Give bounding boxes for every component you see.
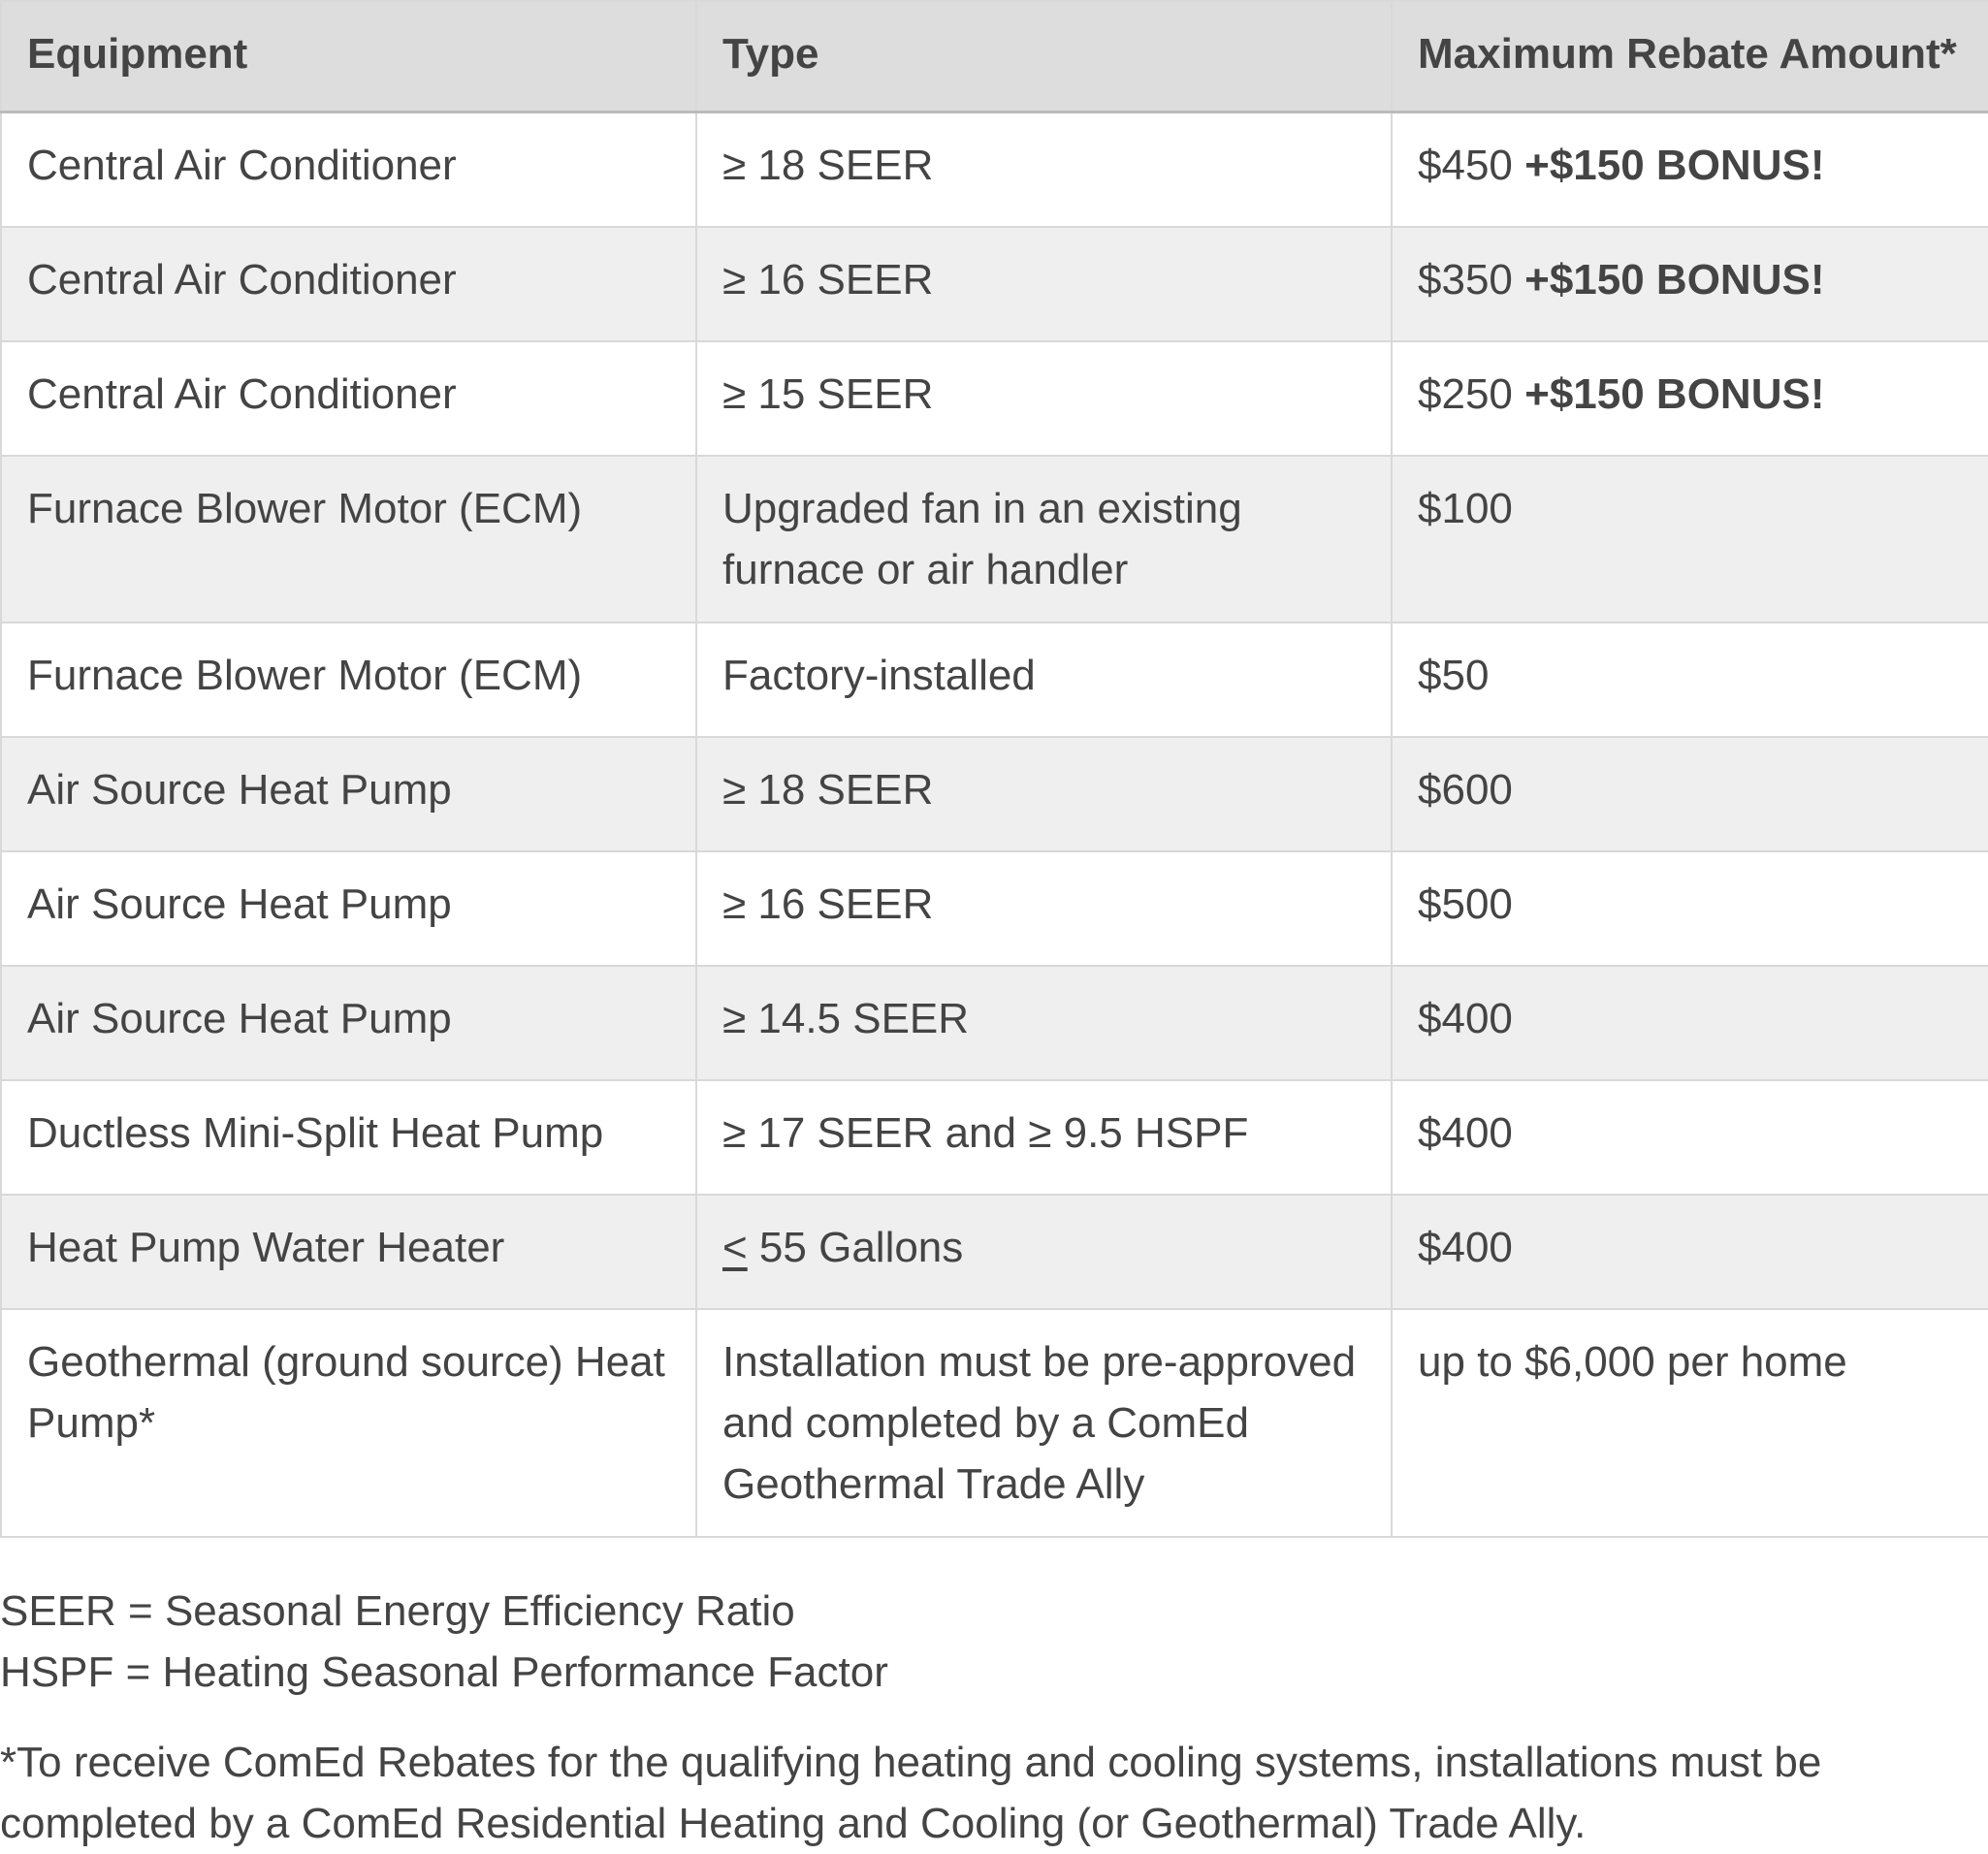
table-row xyxy=(1,227,1988,341)
table-row xyxy=(1,1195,1988,1309)
type-cell: Factory-installed xyxy=(696,623,1392,737)
type-cell: Installation must be pre-approved and completed by a ComEd Geothermal Trade Ally xyxy=(696,1309,1392,1537)
seer-definition: SEER = Seasonal Energy Efficiency Ratio xyxy=(0,1587,795,1635)
equipment-cell: Furnace Blower Motor (ECM) xyxy=(1,456,696,623)
bonus-label: +$150 BONUS! xyxy=(1524,256,1825,304)
rebate-amount: $350 xyxy=(1418,256,1513,304)
hspf-definition: HSPF = Heating Seasonal Performance Factor xyxy=(0,1648,888,1696)
table-row xyxy=(1,737,1988,851)
table-row xyxy=(1,851,1988,966)
equipment-cell: Central Air Conditioner xyxy=(1,227,696,341)
table-row xyxy=(1,623,1988,737)
type-cell: ≥ 16 SEER xyxy=(696,851,1392,966)
rebate-cell xyxy=(1392,1195,1988,1309)
equipment-cell: Ductless Mini-Split Heat Pump xyxy=(1,1080,696,1195)
rebate-cell xyxy=(1392,227,1988,341)
equipment-cell: Furnace Blower Motor (ECM) xyxy=(1,623,696,737)
type-cell: ≥ 14.5 SEER xyxy=(696,966,1392,1080)
equipment-cell: Central Air Conditioner xyxy=(1,341,696,456)
rebate-cell xyxy=(1392,1309,1988,1537)
equipment-cell: Central Air Conditioner xyxy=(1,112,696,228)
table-row xyxy=(1,112,1988,228)
equipment-cell: Air Source Heat Pump xyxy=(1,737,696,851)
table-row xyxy=(1,1309,1988,1537)
less-equal-symbol: < xyxy=(722,1224,748,1271)
equipment-cell: Air Source Heat Pump xyxy=(1,966,696,1080)
equipment-cell: Air Source Heat Pump xyxy=(1,851,696,966)
rebate-cell xyxy=(1392,341,1988,456)
rebate-amount: up to $6,000 per home xyxy=(1418,1338,1847,1386)
type-cell xyxy=(696,1195,1392,1309)
type-cell: ≥ 15 SEER xyxy=(696,341,1392,456)
rebate-amount: $600 xyxy=(1418,766,1513,814)
table-row xyxy=(1,341,1988,456)
type-cell: ≥ 18 SEER xyxy=(696,112,1392,228)
rebate-cell xyxy=(1392,851,1988,966)
rebate-amount: $50 xyxy=(1418,652,1490,699)
rebate-amount: $100 xyxy=(1418,485,1513,532)
type-text: 55 Gallons xyxy=(747,1224,964,1271)
notes-section xyxy=(0,1581,1988,1854)
rebate-cell xyxy=(1392,737,1988,851)
type-cell: ≥ 16 SEER xyxy=(696,227,1392,341)
table-header-row xyxy=(1,1,1988,112)
header-max-rebate: Maximum Rebate Amount* xyxy=(1392,1,1988,112)
rebate-amount: $500 xyxy=(1418,880,1513,928)
rebate-amount: $450 xyxy=(1418,142,1513,189)
rebate-amount: $250 xyxy=(1418,370,1513,418)
equipment-cell: Heat Pump Water Heater xyxy=(1,1195,696,1309)
table-row xyxy=(1,1080,1988,1195)
rebate-cell xyxy=(1392,623,1988,737)
type-cell: ≥ 17 SEER and ≥ 9.5 HSPF xyxy=(696,1080,1392,1195)
rebate-amount: $400 xyxy=(1418,1109,1513,1157)
bonus-label: +$150 BONUS! xyxy=(1524,142,1825,189)
rebate-amount: $400 xyxy=(1418,995,1513,1042)
table-row xyxy=(1,966,1988,1080)
equipment-cell: Geothermal (ground source) Heat Pump* xyxy=(1,1309,696,1537)
abbreviation-definitions xyxy=(0,1581,1988,1703)
type-cell: ≥ 18 SEER xyxy=(696,737,1392,851)
rebate-amount: $400 xyxy=(1418,1224,1513,1271)
rebate-cell xyxy=(1392,966,1988,1080)
header-equipment: Equipment xyxy=(1,1,696,112)
footnote: *To receive ComEd Rebates for the qualifying heating and cooling systems, installations must be completed by a ComEd Residential Heating and Cooling (or Geothermal) Trade Ally. xyxy=(0,1739,1822,1847)
rebate-cell xyxy=(1392,112,1988,228)
header-type: Type xyxy=(696,1,1392,112)
bonus-label: +$150 BONUS! xyxy=(1524,370,1825,418)
type-cell: Upgraded fan in an existing furnace or air handler xyxy=(696,456,1392,623)
rebate-cell xyxy=(1392,456,1988,623)
rebate-cell xyxy=(1392,1080,1988,1195)
table-row xyxy=(1,456,1988,623)
